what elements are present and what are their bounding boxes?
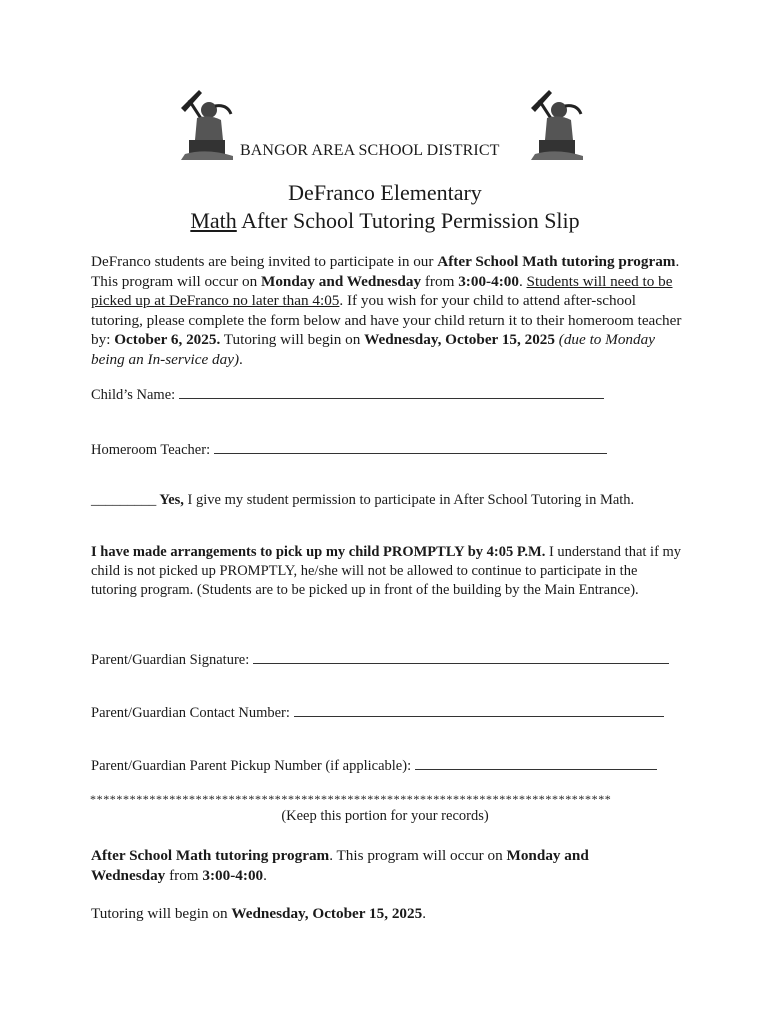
homeroom-field bbox=[91, 439, 607, 459]
records-text: from bbox=[165, 867, 203, 884]
pickup-number-blank[interactable] bbox=[415, 755, 657, 770]
cut-line: ******************************************************************************* bbox=[90, 792, 612, 806]
pickup-agreement bbox=[91, 543, 683, 600]
miner-mascot-icon bbox=[175, 88, 237, 160]
records-summary bbox=[91, 846, 651, 886]
child-name-blank[interactable] bbox=[179, 384, 604, 399]
intro-text: . bbox=[518, 272, 527, 290]
intro-text: . bbox=[239, 350, 243, 368]
form-title-rest: After School Tutoring Permission Slip bbox=[236, 208, 580, 233]
district-name: BANGOR AREA SCHOOL DISTRICT bbox=[240, 142, 500, 159]
intro-pickup-note: Students will need to be picked up at DeFranco no later than 4:05 bbox=[91, 272, 673, 309]
consent-blank[interactable]: _________ bbox=[91, 492, 157, 508]
form-title bbox=[0, 208, 770, 234]
miner-mascot-icon bbox=[525, 88, 587, 160]
child-name-field bbox=[91, 384, 604, 404]
intro-due-date: October 6, 2025. bbox=[114, 331, 221, 348]
pickup-agreement-text: I understand that if my child is not picked up PROMPTLY, he/she will not be allowed to continue to participate in the tutoring program. (Students are to be picked up in front of the building by the Main Entrance). bbox=[91, 544, 682, 598]
intro-days: Monday and Wednesday bbox=[260, 272, 422, 290]
homeroom-blank[interactable] bbox=[214, 439, 607, 454]
intro-text: . This program will occur on bbox=[91, 253, 680, 290]
intro-text: . If you wish for your child to attend after-school tutoring, please complete the form below and have your child return it to their homeroom teacher by: bbox=[91, 292, 682, 348]
school-title: DeFranco Elementary bbox=[288, 180, 482, 205]
form-title-subject: Math bbox=[190, 208, 237, 233]
intro-text: DeFranco students are being invited to participate in our bbox=[91, 253, 438, 270]
signature-field bbox=[91, 649, 669, 669]
records-time: 3:00-4:00 bbox=[202, 867, 264, 884]
intro-inservice-note: (due to Monday being an In-service day) bbox=[91, 331, 655, 368]
intro-start-date: Wednesday, October 15, 2025 bbox=[364, 331, 555, 348]
records-days: Monday and Wednesday bbox=[91, 847, 589, 884]
intro-time: 3:00-4:00 bbox=[458, 272, 519, 290]
records-text: . bbox=[263, 867, 267, 884]
consent-yes: Yes, bbox=[156, 492, 184, 508]
homeroom-label: Homeroom Teacher: bbox=[91, 442, 214, 458]
keep-note: (Keep this portion for your records) bbox=[281, 808, 489, 824]
records-start bbox=[91, 904, 691, 924]
pickup-number-field bbox=[91, 755, 657, 775]
records-start-end: . bbox=[422, 905, 426, 922]
intro-text: Tutoring will begin on bbox=[220, 331, 365, 348]
contact-number-blank[interactable] bbox=[294, 702, 664, 717]
signature-label: Parent/Guardian Signature: bbox=[91, 652, 253, 668]
contact-number-field bbox=[91, 702, 664, 722]
intro-paragraph bbox=[91, 252, 691, 369]
contact-number-label: Parent/Guardian Contact Number: bbox=[91, 705, 294, 721]
child-name-label: Child’s Name: bbox=[91, 387, 179, 403]
records-program: After School Math tutoring program bbox=[91, 847, 330, 864]
records-start-text: Tutoring will begin on bbox=[91, 905, 232, 922]
records-start-date: Wednesday, October 15, 2025 bbox=[231, 905, 423, 922]
intro-program: After School Math tutoring program bbox=[437, 253, 676, 270]
signature-blank[interactable] bbox=[253, 649, 669, 664]
consent-text: I give my student permission to participate in After School Tutoring in Math. bbox=[183, 492, 635, 508]
pickup-number-label: Parent/Guardian Parent Pickup Number (if applicable): bbox=[91, 758, 415, 774]
pickup-agreement-bold: I have made arrangements to pick up my child PROMPTLY by 4:05 P.M. bbox=[91, 544, 546, 560]
intro-text: from bbox=[421, 272, 459, 290]
records-text: . This program will occur on bbox=[329, 847, 507, 864]
permission-consent bbox=[91, 492, 634, 509]
letterhead bbox=[170, 88, 600, 163]
